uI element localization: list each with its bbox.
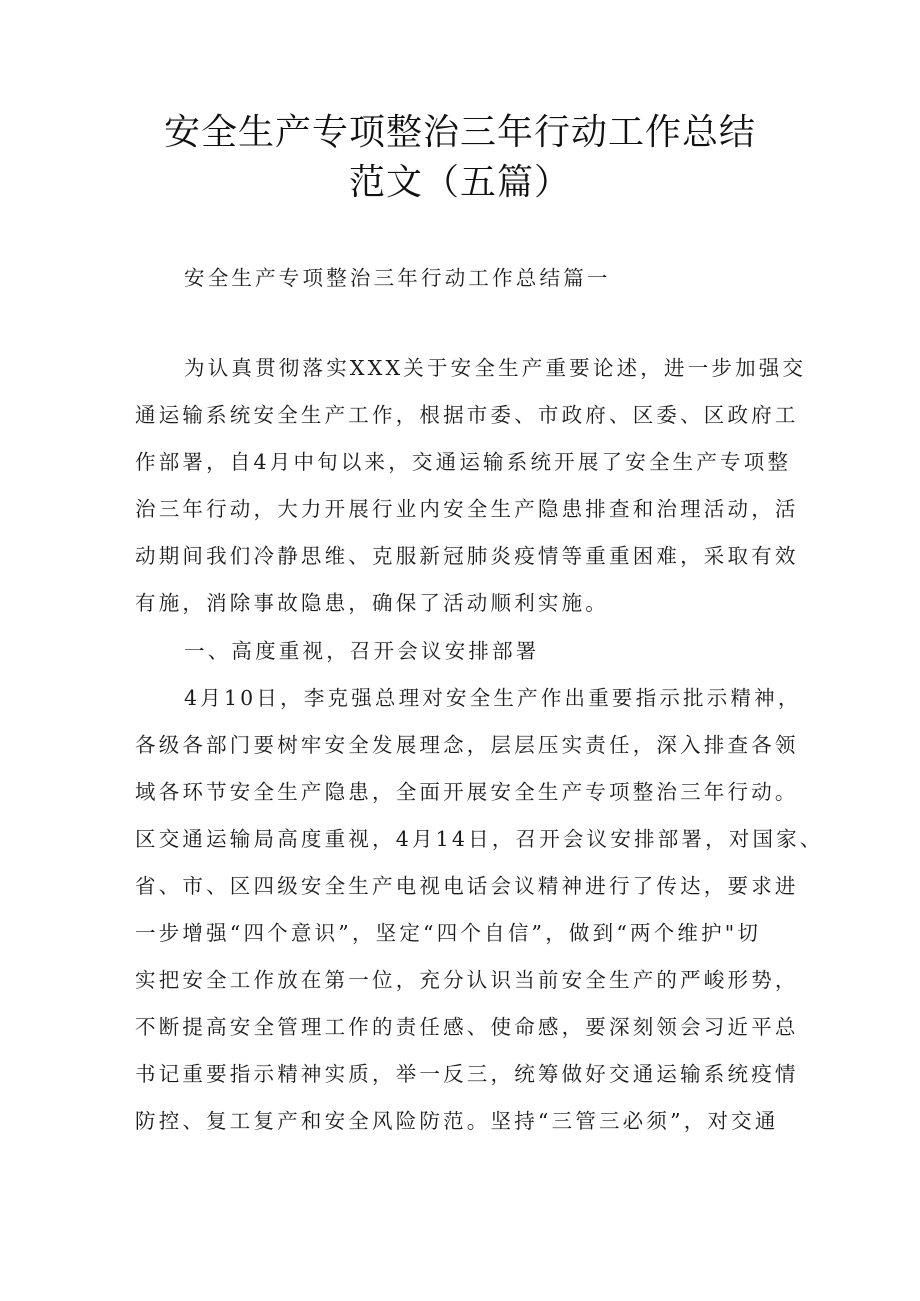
document-title-line-2: 范文（五篇） <box>348 162 571 203</box>
section-subtitle: 安全生产专项整治三年行动工作总结篇一 <box>184 266 611 290</box>
section-heading: 一、高度重视，召开会议安排部署 <box>184 639 540 663</box>
paragraph-line: 作部署，自4月中旬以来，交通运输系统开展了安全生产专项整 <box>135 450 792 474</box>
paragraph-line: 不断提高安全管理工作的责任感、使命感，要深刻领会习近平总 <box>135 1015 799 1039</box>
paragraph-line: 各级各部门要树牢安全发展理念，层层压实责任，深入排查各领 <box>135 733 799 757</box>
paragraph-line: 书记重要指示精神实质，举一反三，统筹做好交通运输系统疫情 <box>135 1062 799 1086</box>
paragraph-line: 通运输系统安全生产工作，根据市委、市政府、区委、区政府工 <box>135 403 799 427</box>
paragraph-line: 为认真贯彻落实XXX关于安全生产重要论述，进一步加强交 <box>184 356 807 380</box>
paragraph-line: 省、市、区四级安全生产电视电话会议精神进行了传达，要求进 <box>135 874 799 898</box>
paragraph-line: 区交通运输局高度重视，4月14日，召开会议安排部署，对国家、 <box>135 827 824 851</box>
paragraph-line: 防控、复工复产和安全风险防范。坚持“三管三必须”，对交通 <box>135 1109 779 1133</box>
paragraph-line: 动期间我们冷静思维、克服新冠肺炎疫情等重重困难，采取有效 <box>135 544 799 568</box>
document-title-line-1: 安全生产专项整治三年行动工作总结 <box>163 112 756 153</box>
paragraph-line: 实把安全工作放在第一位，充分认识当前安全生产的严峻形势， <box>135 968 799 992</box>
paragraph-line: 有施，消除事故隐患，确保了活动顺利实施。 <box>135 591 609 615</box>
paragraph-line: 一步增强“四个意识”，坚定“四个自信”，做到“两个维护"切 <box>135 921 762 945</box>
paragraph-line: 4月10日，李克强总理对安全生产作出重要指示批示精神， <box>184 686 802 710</box>
paragraph-line: 治三年行动，大力开展行业内安全生产隐患排查和治理活动，活 <box>135 497 799 521</box>
paragraph-line: 域各环节安全生产隐患，全面开展安全生产专项整治三年行动。 <box>135 780 799 804</box>
